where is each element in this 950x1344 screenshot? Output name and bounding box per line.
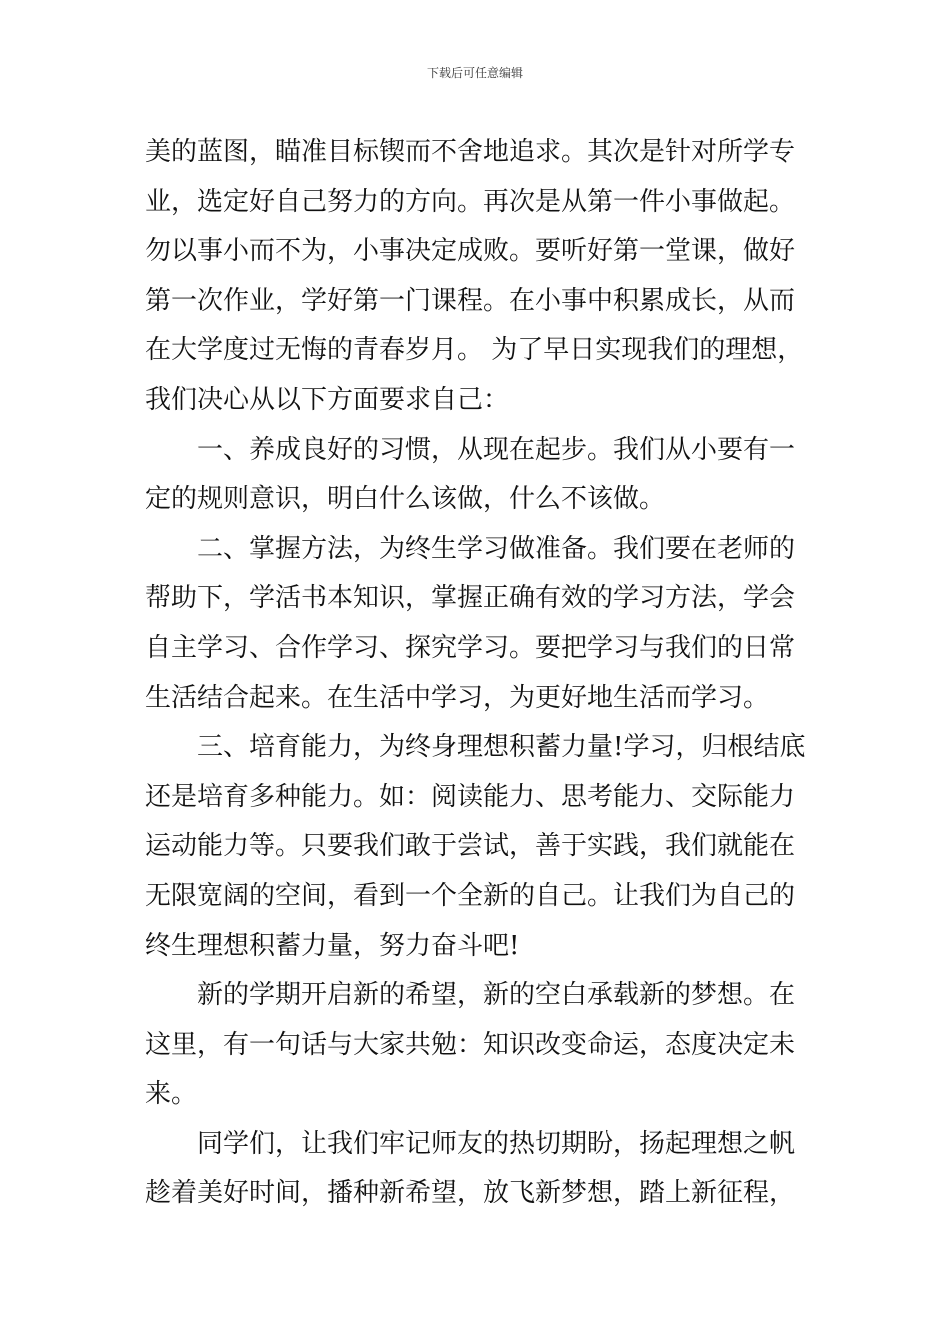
page-header-note: 下载后可任意编辑 <box>426 66 523 80</box>
document-body <box>145 128 807 1219</box>
text-line: 在大学度过无悔的青春岁月。 为了早日实现我们的理想， <box>145 335 804 366</box>
text-line: 帮助下，学活书本知识，掌握正确有效的学习方法，学会 <box>145 583 796 614</box>
text-line: 终生理想积蓄力量，努力奋斗吧! <box>145 930 520 961</box>
text-line: 第一次作业，学好第一门课程。在小事中积累成长，从而 <box>145 285 796 316</box>
text-line: 这里，有一句话与大家共勉：知识改变命运，态度决定未 <box>145 1029 796 1060</box>
paragraph-first-line: 同学们，让我们牢记师友的热切期盼，扬起理想之帆 <box>197 1128 796 1159</box>
text-line: 我们决心从以下方面要求自己： <box>145 384 510 415</box>
text-line: 还是培育多种能力。如：阅读能力、思考能力、交际能力 <box>145 781 796 812</box>
paragraph-first-line: 二、掌握方法，为终生学习做准备。我们要在老师的 <box>197 533 796 564</box>
text-line: 定的规则意识，明白什么该做，什么不该做。 <box>145 484 666 515</box>
text-line: 来。 <box>145 1079 198 1110</box>
paragraph-first-line: 三、培育能力，为终身理想积蓄力量!学习，归根结底 <box>197 732 806 763</box>
text-line: 无限宽阔的空间，看到一个全新的自己。让我们为自己的 <box>145 880 796 911</box>
text-line: 业，选定好自己努力的方向。再次是从第一件小事做起。 <box>145 186 796 217</box>
paragraph-first-line: 新的学期开启新的希望，新的空白承载新的梦想。在 <box>197 980 796 1011</box>
text-line: 运动能力等。只要我们敢于尝试，善于实践，我们就能在 <box>145 831 796 862</box>
text-line: 生活结合起来。在生活中学习，为更好地生活而学习。 <box>145 682 770 713</box>
text-line: 自主学习、合作学习、探究学习。要把学习与我们的日常 <box>145 632 796 663</box>
text-line: 美的蓝图，瞄准目标锲而不舍地追求。其次是针对所学专 <box>145 137 796 167</box>
text-line: 趁着美好时间，播种新希望，放飞新梦想，踏上新征程， <box>145 1178 796 1209</box>
paragraph-first-line: 一、养成良好的习惯，从现在起步。我们从小要有一 <box>197 434 796 465</box>
text-line: 勿以事小而不为，小事决定成败。要听好第一堂课，做好 <box>145 236 796 267</box>
